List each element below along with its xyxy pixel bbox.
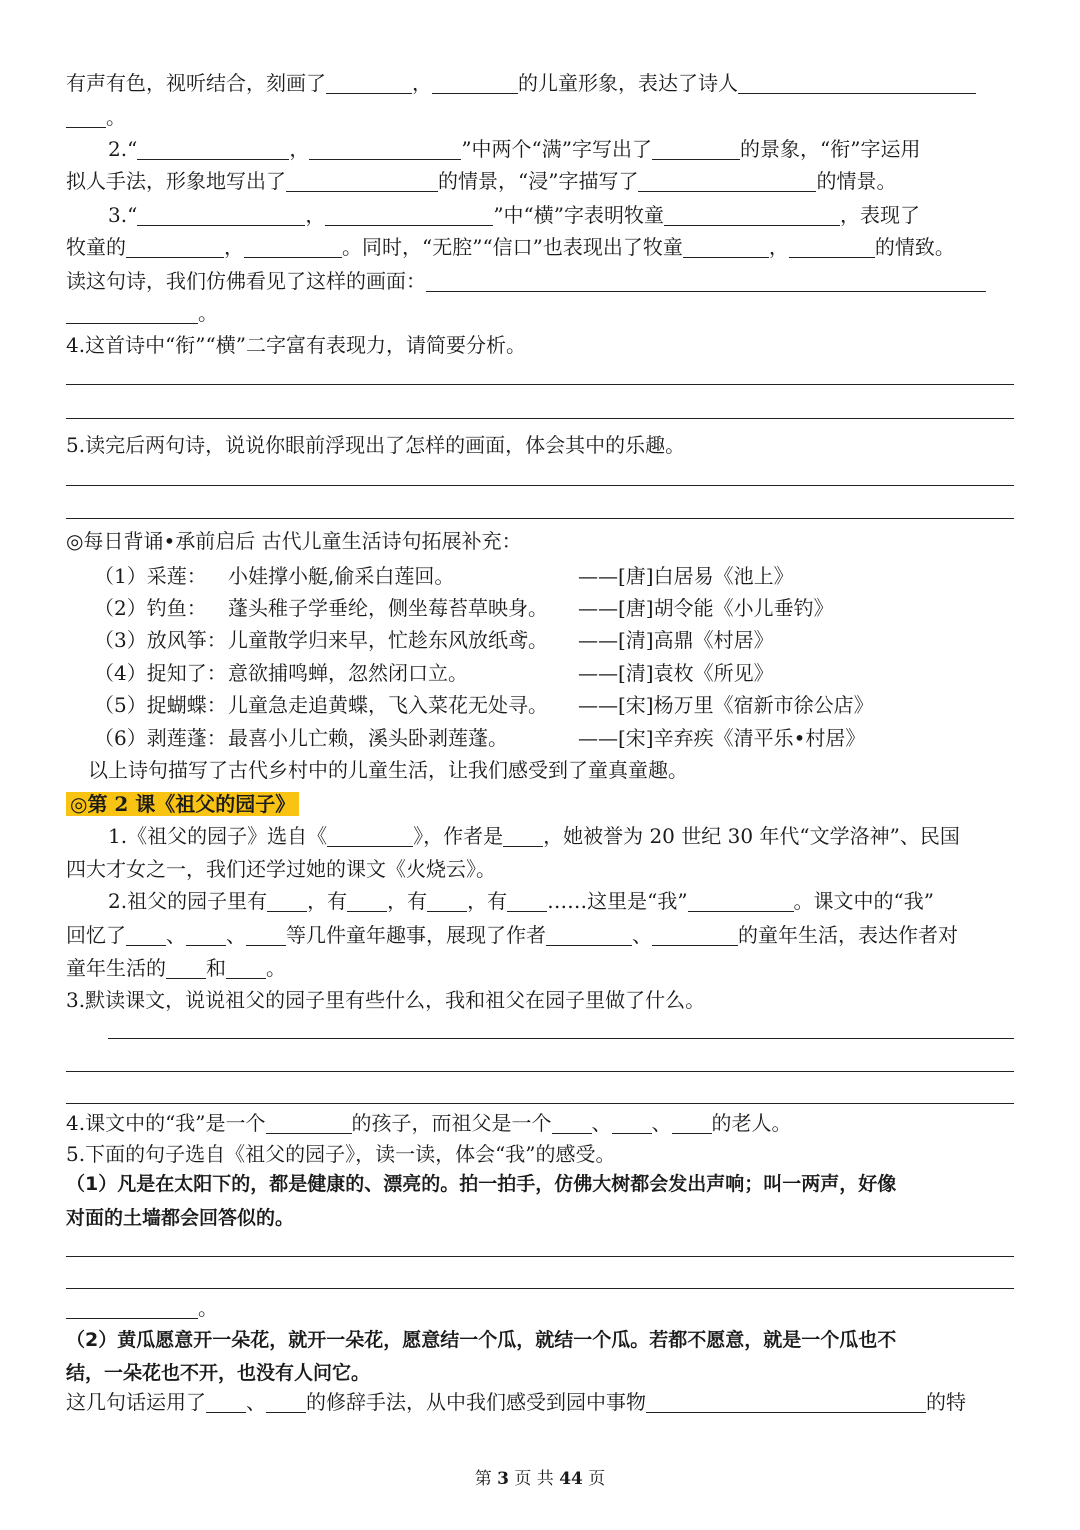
poem-text: 儿童急走追黄蝶，飞入菜花无处寻。 xyxy=(228,693,548,717)
poem-text: 最喜小儿亡赖，溪头卧剥莲蓬。 xyxy=(228,726,508,750)
recite-summary: 以上诗句描写了古代乡村中的儿童生活，让我们感受到了童真童趣。 xyxy=(88,758,688,782)
blank[interactable] xyxy=(286,171,438,192)
blank[interactable] xyxy=(432,73,518,94)
poem-source: ——[清]袁枚《所见》 xyxy=(578,661,774,685)
recite-title: ◎每日背诵•承前启后 古代儿童生活诗句拓展补充： xyxy=(66,529,522,553)
answer-line[interactable] xyxy=(108,1038,1014,1039)
answer-line[interactable] xyxy=(66,1288,1014,1289)
poem-label: （6）剥莲蓬： xyxy=(94,726,227,750)
poem-label: （3）放风筝： xyxy=(94,628,227,652)
blank[interactable] xyxy=(326,73,412,94)
blank[interactable] xyxy=(672,1113,712,1134)
blank[interactable] xyxy=(266,1113,352,1134)
blank[interactable] xyxy=(507,891,547,912)
blank[interactable] xyxy=(137,205,305,226)
blank[interactable] xyxy=(186,925,226,946)
poem-text: 蓬头稚子学垂纶，侧坐莓苔草映身。 xyxy=(228,596,548,620)
question-3: 3.“ ， ”中“横”字表明牧童 ，表现了 xyxy=(108,203,920,227)
lesson-heading: ◎第 2 课《祖父的园子》 xyxy=(66,789,1014,819)
poem-source: ——[唐]白居易《池上》 xyxy=(578,564,794,588)
blank[interactable] xyxy=(638,171,816,192)
blank[interactable] xyxy=(612,1113,652,1134)
lesson2-q3: 3.默读课文，说说祖父的园子里有些什么，我和祖父在园子里做了什么。 xyxy=(66,988,706,1012)
poem-label: （5）捉蝴蝶： xyxy=(94,693,227,717)
question-2: 2.“ ， ”中两个“满”字写出了 的景象，“衔”字运用 xyxy=(108,137,921,161)
blank[interactable] xyxy=(552,1113,592,1134)
blank[interactable] xyxy=(266,1392,306,1413)
answer-line[interactable] xyxy=(66,1103,1014,1104)
text-line: 拟人手法，形象地写出了 的情景，“浸”字描写了 的情景。 xyxy=(66,169,897,193)
lesson2-q1: 1.《祖父的园子》选自《 》，作者是 ，她被誉为 20 世纪 30 年代“文学洛神”、民国 xyxy=(108,824,960,848)
blank[interactable] xyxy=(226,958,266,979)
poem-label: （2）钓鱼： xyxy=(94,596,207,620)
answer-line[interactable] xyxy=(66,518,1014,519)
excerpt-1-cont: 对面的土墙都会回答似的。 xyxy=(66,1207,295,1229)
blank[interactable] xyxy=(683,237,769,258)
page-footer: 第 3 页 共 44 页 xyxy=(474,1469,606,1489)
blank[interactable] xyxy=(309,139,461,160)
answer-line[interactable] xyxy=(66,485,1014,486)
poem-source: ——[清]高鼎《村居》 xyxy=(578,628,774,652)
blank[interactable] xyxy=(738,73,976,94)
blank[interactable] xyxy=(664,205,840,226)
blank[interactable] xyxy=(327,826,413,847)
blank[interactable] xyxy=(325,205,493,226)
blank[interactable] xyxy=(688,891,794,912)
blank[interactable] xyxy=(426,271,986,292)
text-line: 。 xyxy=(66,102,1014,132)
text-line: 回忆了 、 、 等几件童年趣事，展现了作者 、 的童年生活，表达作者对 xyxy=(66,923,958,947)
blank[interactable] xyxy=(137,139,289,160)
blank[interactable] xyxy=(126,925,166,946)
blank[interactable] xyxy=(652,925,738,946)
blank[interactable] xyxy=(66,303,198,324)
poem-source: ——[宋]杨万里《宿新市徐公店》 xyxy=(578,693,874,717)
lesson2-q4: 4.课文中的“我”是一个 的孩子，而祖父是一个 、 、 的老人。 xyxy=(66,1111,792,1135)
text-line: 有声有色，视听结合，刻画了 ， 的儿童形象，表达了诗人 xyxy=(66,68,1014,98)
blank[interactable] xyxy=(166,958,206,979)
answer-line[interactable] xyxy=(66,418,1014,419)
excerpt-2: （2）黄瓜愿意开一朵花，就开一朵花，愿意结一个瓜，就结一个瓜。若都不愿意，就是一个瓜也不 xyxy=(66,1329,897,1351)
blank[interactable] xyxy=(427,891,467,912)
blank[interactable] xyxy=(66,107,106,128)
blank[interactable] xyxy=(503,826,543,847)
poem-text: 小娃撑小艇,偷采白莲回。 xyxy=(228,564,455,588)
blank[interactable] xyxy=(126,237,224,258)
blank[interactable] xyxy=(789,237,875,258)
poem-source: ——[唐]胡令能《小儿垂钓》 xyxy=(578,596,834,620)
answer-line[interactable] xyxy=(66,1256,1014,1257)
question-5: 5.读完后两句诗，说说你眼前浮现出了怎样的画面，体会其中的乐趣。 xyxy=(66,433,686,457)
excerpt-1: （1）凡是在太阳下的，都是健康的、漂亮的。拍一拍手，仿佛大树都会发出声响；叫一两声，好像 xyxy=(66,1173,897,1195)
text-line: 这几句话运用了 、 的修辞手法，从中我们感受到园中事物 的特 xyxy=(66,1390,966,1414)
blank[interactable] xyxy=(546,925,632,946)
blank[interactable] xyxy=(206,1392,246,1413)
text-line: 。 xyxy=(66,1293,1014,1323)
lesson2-q2: 2.祖父的园子里有 ，有 ，有 ，有 ……这里是“我” 。课文中的“我” xyxy=(108,889,934,913)
blank[interactable] xyxy=(267,891,307,912)
poem-text: 意欲捕鸣蝉，忽然闭口立。 xyxy=(228,661,468,685)
blank[interactable] xyxy=(244,237,342,258)
blank[interactable] xyxy=(246,925,286,946)
answer-line[interactable] xyxy=(66,1071,1014,1072)
poem-label: （1）采莲： xyxy=(94,564,207,588)
text-line: 四大才女之一，我们还学过她的课文《火烧云》。 xyxy=(66,857,496,881)
blank[interactable] xyxy=(646,1392,926,1413)
text-line: 读这句诗，我们仿佛看见了这样的画面： xyxy=(66,266,1014,296)
text-line: 牧童的 ， 。同时，“无腔”“信口”也表现出了牧童 ， 的情致。 xyxy=(66,235,955,259)
poem-text: 儿童散学归来早，忙趁东风放纸鸢。 xyxy=(228,628,548,652)
question-4: 4.这首诗中“衔”“横”二字富有表现力，请简要分析。 xyxy=(66,333,526,357)
blank[interactable] xyxy=(66,1298,198,1319)
poem-source: ——[宋]辛弃疾《清平乐•村居》 xyxy=(578,726,866,750)
lesson2-q5: 5.下面的句子选自《祖父的园子》，读一读，体会“我”的感受。 xyxy=(66,1142,616,1166)
excerpt-2-cont: 结，一朵花也不开，也没有人问它。 xyxy=(66,1362,371,1384)
blank[interactable] xyxy=(652,139,740,160)
blank[interactable] xyxy=(347,891,387,912)
text-line: 。 xyxy=(66,298,1014,328)
text-line: 童年生活的 和 。 xyxy=(66,956,286,980)
answer-line[interactable] xyxy=(66,384,1014,385)
poem-label: （4）捉知了： xyxy=(94,661,227,685)
